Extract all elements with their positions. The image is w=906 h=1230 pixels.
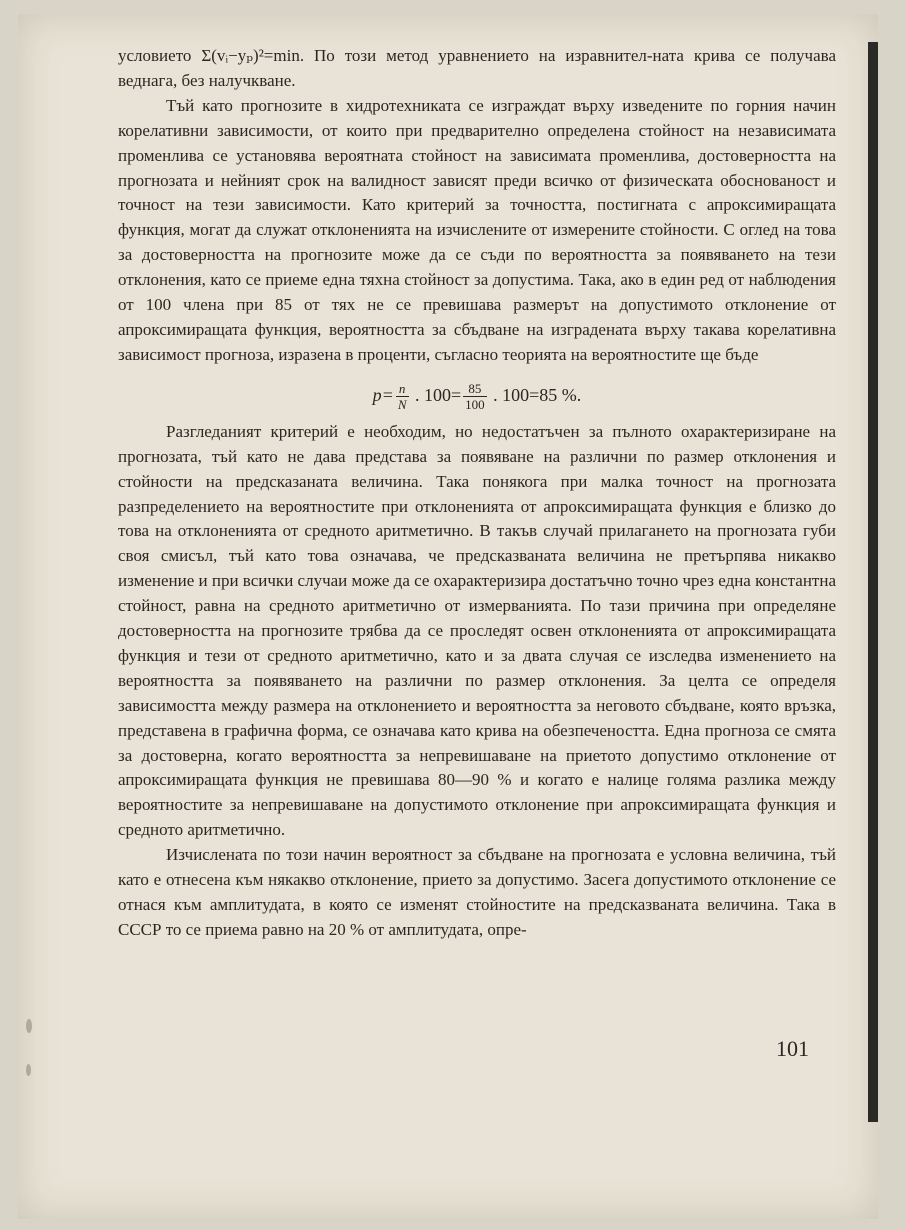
page-number: 101 (776, 1036, 809, 1061)
formula-lhs: p= (372, 384, 394, 405)
page-edge-shadow (868, 42, 878, 1122)
paragraph-3: Изчислената по този начин вероятност за сбъдване на прогнозата е условна величина, тъй като е отнесена към някакво отклонение, прието за допустимо. Засега допустимото отклонение се отнася към амплитудата, в която се изменят стойностите на предсказваната величина. Така в СССР то се приема равно на 20 % от амплитудата, опре- (118, 845, 836, 939)
fraction-n-over-N (396, 381, 409, 412)
formula-rhs: . 100=85 %. (488, 384, 582, 405)
probability-formula (118, 370, 836, 420)
formula-mid: . 100= (410, 384, 462, 405)
paragraph-1: Тъй като прогнозите в хидротехниката се изграждат върху изведените по горния начин корелативни зависимости, от които при предварително определена стойност на независимата променлива се установява вероятната стойност на зависимата променлива, достоверността на прогнозата и нейният срок на валидност зависят преди всичко от физическата обоснованост и точност на тези зависимости. Като критерий за точността, постигната с апроксимиращата функция, могат да служат отклоненията на изчислените от измерените стойности. С оглед на това за достоверността на прогнозите може да се съди по вероятността за появяването на тези отклонения, като се приеме една тяхна стойност за допустима. Така, ако в един ред от наблюдения от 100 члена при 85 от тях не се превишава размерът на допустимото отклонение от апроксимиращата функция, вероятността за сбъдване на изградената върху такава корелативна зависимост прогноза, изразена в проценти, съгласно теорията на вероятностите ще бъде (118, 95, 836, 364)
fraction-85-over-100 (463, 381, 487, 412)
book-page (18, 14, 878, 1219)
frac1-denominator: N (397, 397, 407, 413)
ink-smudge (26, 1064, 31, 1076)
paragraph-2: Разгледаният критерий е необходим, но недостатъчен за пълното охарактеризиране на прогнозата, тъй като не дава представа за появяване на различни по размер отклонения и стойности на предсказаната величина. Така понякога при малка точност на прогнозата разпределението на вероятностите при отклоненията от апроксимиращата функция е близко до това на отклоненията от средното аритметично. В такъв случай прилагането на прогнозата губи своя смисъл, тъй като това означава, че предсказваната величина не претърпява никакво изменение и при всички случаи може да се охарактеризира достатъчно точно чрез една константна стойност, равна на средното аритметично от измерванията. По тази причина при определяне достоверността на прогнозите трябва да се проследят освен отклоненията от апроксимиращата функция и тези от средното аритметично, като и за двата случая се изследва изменението на вероятността за появяването на различни по размер отклонения. За целта се определя зависимостта между размера на отклонението и вероятността за неговото сбъдване, която връзка, представена в графична форма, се означава като крива на обезпечеността. Една прогноза се смята за достоверна, когато вероятността за непревишаване на приетото допустимо отклонение от апроксимиращата функция не превишава 80—90 % и когато е налице голяма разлика между вероятностите за непревишаване на допустимото отклонение при апроксимиращата функция и средното аритметично. (118, 421, 836, 840)
frac2-denominator: 100 (465, 397, 485, 413)
frac1-numerator: n (396, 381, 409, 397)
page-text (118, 44, 836, 943)
first-line: условието Σ(vᵢ−yₚ)²=min. По този метод уравнението на изравнител-ната крива се получава веднага, без налучкване. (118, 46, 836, 90)
ink-smudge (26, 1019, 32, 1033)
frac2-numerator: 85 (463, 381, 487, 397)
